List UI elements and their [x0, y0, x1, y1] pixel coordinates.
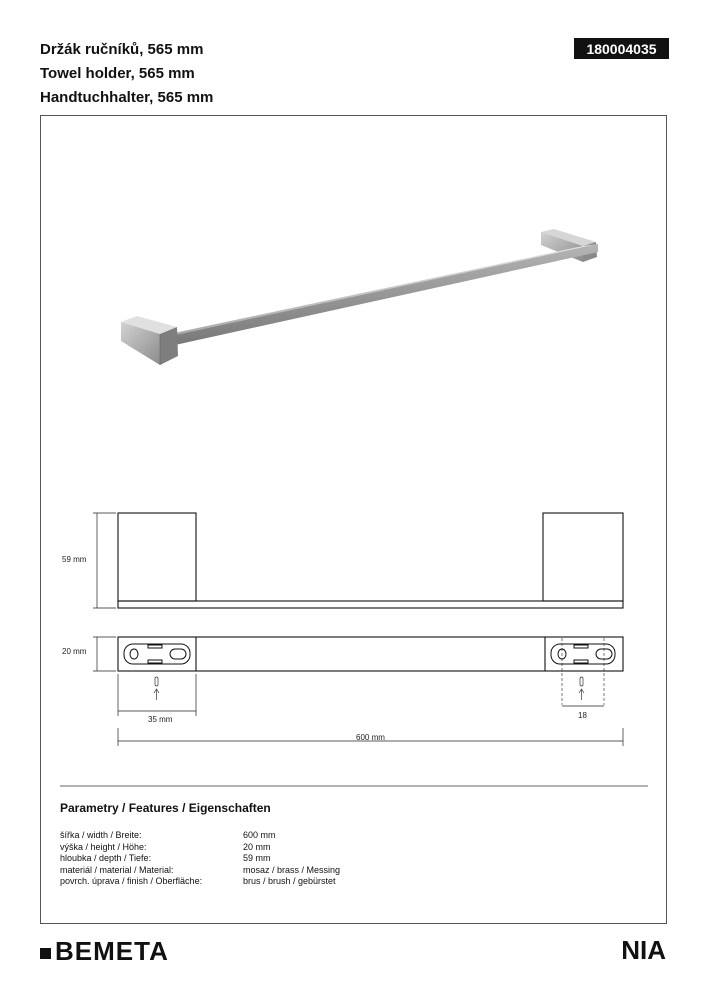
total-width-label: 600 mm [356, 733, 385, 742]
param-value: 20 mm [243, 841, 271, 852]
param-value: 59 mm [243, 853, 271, 863]
front-view [118, 513, 623, 608]
param-row [60, 830, 340, 842]
product-code-badge: 180004035 [574, 38, 669, 59]
param-row [60, 865, 340, 877]
bracket-width-label: 35 mm [148, 715, 173, 724]
param-value: 600 mm [243, 830, 276, 840]
screw-icon [154, 677, 159, 700]
left-mounting-plate [124, 644, 190, 664]
product-photo [121, 229, 598, 365]
param-row [60, 842, 340, 854]
hole-spacing-label: 18 [578, 711, 587, 720]
param-label: šířka / width / Breite: [60, 830, 142, 840]
top-view [118, 637, 623, 671]
title-english: Towel holder, 565 mm [40, 65, 195, 82]
depth-dimension [93, 637, 116, 671]
title-german: Handtuchhalter, 565 mm [40, 89, 214, 106]
params-heading: Parametry / Features / Eigenschaften [60, 801, 271, 815]
param-label: materiál / material / Material: [60, 864, 174, 875]
right-mounting-plate [551, 644, 615, 664]
param-label: výška / height / Höhe: [60, 841, 147, 852]
screw-icon [579, 677, 584, 700]
depth-dimension-label: 20 mm [62, 647, 87, 656]
brand-square-icon [40, 948, 51, 959]
params-table [60, 830, 340, 888]
param-row [60, 876, 340, 888]
param-row [60, 853, 340, 865]
param-label: hloubka / depth / Tiefe: [60, 853, 152, 863]
param-label: povrch. úprava / finish / Oberfläche: [60, 876, 203, 886]
bracket-width-dimension [118, 674, 196, 716]
series-name: NIA [621, 935, 666, 965]
param-value: brus / brush / gebürstet [243, 876, 336, 886]
title-czech: Držák ručníků, 565 mm [40, 41, 204, 58]
height-dimension [93, 513, 116, 608]
height-dimension-label: 59 mm [62, 555, 87, 564]
brand-name: BEMETA [55, 936, 169, 966]
param-value: mosaz / brass / Messing [243, 864, 341, 875]
brand-logo [40, 937, 169, 965]
